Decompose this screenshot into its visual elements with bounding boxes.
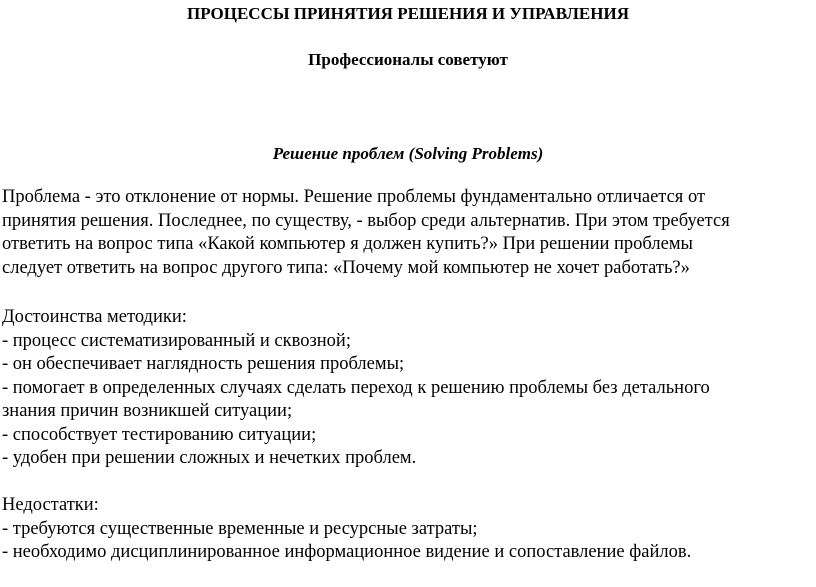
document-subtitle: Профессионалы советуют xyxy=(308,50,508,69)
document-title: ПРОЦЕССЫ ПРИНЯТИЯ РЕШЕНИЯ И УПРАВЛЕНИЯ xyxy=(187,4,629,23)
advantages-list-item: знания причин возникшей ситуации; xyxy=(2,401,293,421)
section-heading: Решение проблем (Solving Problems) xyxy=(272,144,544,163)
paragraph-line: следует ответить на вопрос другого типа: «Почему мой компьютер не хочет работать?» xyxy=(2,257,690,278)
advantages-list-item: - помогает в определенных случаях сделать переход к решению проблемы без детального xyxy=(2,377,710,398)
advantages-list-item: - способствует тестированию ситуации; xyxy=(2,424,317,445)
disadvantages-heading: Недостатки: xyxy=(2,495,99,515)
intro-paragraph xyxy=(2,186,812,280)
advantages-list-item: - процесс систематизированный и сквозной; xyxy=(2,330,351,351)
paragraph-line: принятия решения. Последнее, по существу, - выбор среди альтернатив. При этом требуется xyxy=(2,210,730,231)
disadvantages-section xyxy=(2,494,812,565)
advantages-list-item: - удобен при решении сложных и нечетких проблем. xyxy=(2,448,417,468)
advantages-list-item: - он обеспечивает наглядность решения проблемы; xyxy=(2,354,405,374)
disadvantages-list-item: - требуются существенные временные и ресурсные затраты; xyxy=(2,518,478,539)
advantages-section xyxy=(2,306,812,471)
paragraph-line: ответить на вопрос типа «Какой компьютер я должен купить?» При решении проблемы xyxy=(2,234,693,254)
disadvantages-list-item: - необходимо дисциплинированное информационное видение и сопоставление файлов. xyxy=(2,542,692,562)
paragraph-line: Проблема - это отклонение от нормы. Решение проблемы фундаментально отличается от xyxy=(2,187,706,207)
advantages-heading: Достоинства методики: xyxy=(2,307,187,327)
